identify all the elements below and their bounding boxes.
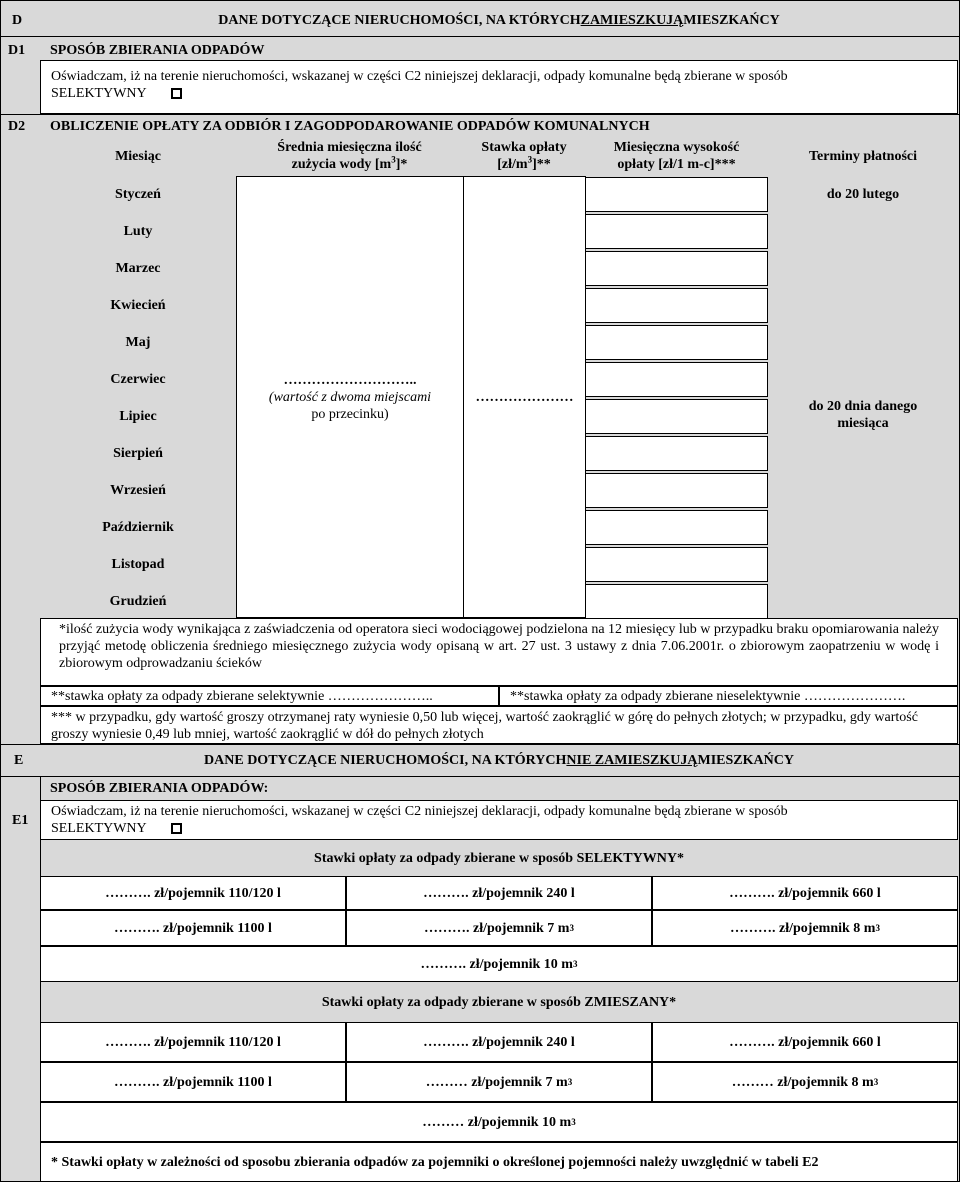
e1-statement: Oświadczam, iż na terenie nieruchomości, wskazanej w części C2 niniejszej deklaracji, odpady komunalne będą zbierane w sposób xyxy=(51,804,788,819)
sel-rate-7m3[interactable]: ………. zł/pojemnik 7 m 3 xyxy=(346,910,652,946)
fee-input[interactable] xyxy=(585,436,768,471)
month-label: Luty xyxy=(123,224,153,239)
month-label: Listopad xyxy=(111,557,165,572)
section-d2-code: D2 xyxy=(8,119,26,134)
sel-rate-660l[interactable]: ………. zł/pojemnik 660 l xyxy=(652,876,958,910)
section-d2-heading: OBLICZENIE OPŁATY ZA ODBIÓR I ZAGODPODAROWANIE ODPADÓW KOMUNALNYCH xyxy=(50,119,650,134)
section-e-code: E xyxy=(14,753,24,768)
fee-input[interactable] xyxy=(585,362,768,397)
col-terms-header: Terminy płatności xyxy=(809,148,917,164)
col-water-header: Średnia miesięczna ilość zużycia wody $[m^3]*$ xyxy=(277,140,422,172)
month-label: Kwiecień xyxy=(110,298,166,313)
col-rate-header: Stawka opłaty $[zł/m^3]**$ xyxy=(481,140,567,172)
divider xyxy=(0,744,960,745)
mix-rate-10m3[interactable]: ……… zł/pojemnik 10 m 3 xyxy=(40,1102,958,1142)
footnote-nonselective-rate: **stawka opłaty za odpady zbierane nieselektywnie …………………. xyxy=(499,686,958,706)
section-e1-heading: SPOSÓB ZBIERANIA ODPADÓW: xyxy=(50,781,269,796)
mix-rate-660l[interactable]: ………. zł/pojemnik 660 l xyxy=(652,1022,958,1062)
footnote-rounding: *** w przypadku, gdy wartość groszy otrzymanej raty wyniesie 0,50 lub więcej, wartość zaokrąglić w górę do pełnych złotych; w przypadku, gdy wartość groszy wyniesie 0,49 lub mniej, wartość zaokrąglić w dół do pełnych złotych xyxy=(40,706,958,744)
e1-selective-checkbox[interactable] xyxy=(171,823,182,834)
month-label: Maj xyxy=(125,335,151,350)
month-label: Sierpień xyxy=(113,446,163,461)
sel-rate-110-120l[interactable]: ………. zł/pojemnik 110/120 l xyxy=(40,876,346,910)
fee-input[interactable] xyxy=(585,399,768,434)
fee-input[interactable] xyxy=(585,251,768,286)
footnote-selective-rate: **stawka opłaty za odpady zbierane selektywnie ………………….. xyxy=(40,686,499,706)
month-label: Marzec xyxy=(115,261,161,276)
divider xyxy=(0,36,960,37)
fee-input[interactable] xyxy=(585,214,768,249)
sel-rate-8m3[interactable]: ………. zł/pojemnik 8 m 3 xyxy=(652,910,958,946)
section-d-title: DANE DOTYCZĄCE NIERUCHOMOŚCI, NA KTÓRYCH ZAMIESZKUJĄ MIESZKAŃCY xyxy=(218,13,780,28)
mixed-rates-title: Stawki opłaty za odpady zbierane w sposób ZMIESZANY* xyxy=(321,994,677,1010)
e1-statement-box xyxy=(40,800,958,840)
fee-input[interactable] xyxy=(585,584,768,619)
water-usage-input[interactable]: ……………………….. (wartość z dwoma miejscami po przecinku) xyxy=(236,176,464,618)
mix-rate-8m3[interactable]: ……… zł/pojemnik 8 m 3 xyxy=(652,1062,958,1102)
divider xyxy=(0,776,960,777)
fee-input[interactable] xyxy=(585,510,768,545)
footnote-water: *ilość zużycia wody wynikająca z zaświadczenia od operatora sieci wodociągowej podzielona na 12 miesięcy lub w przypadku braku opomiarowania należy przyjąć metodę obliczenia średniego miesięcznego zużycia wody opisaną w art. 27 ust. 3 ustawy z dnia 7.06.2001r. o zbiorowym zaopatrzeniu w wodę i zbiorowym odprowadzaniu ścieków xyxy=(40,618,958,686)
mix-rate-240l[interactable]: ………. zł/pojemnik 240 l xyxy=(346,1022,652,1062)
mix-rate-7m3[interactable]: ……… zł/pojemnik 7 m 3 xyxy=(346,1062,652,1102)
section-e-title: DANE DOTYCZĄCE NIERUCHOMOŚCI, NA KTÓRYCH NIE ZAMIESZKUJĄ MIESZKAŃCY xyxy=(204,753,794,768)
section-d1-code: D1 xyxy=(8,43,26,58)
month-label: Styczeń xyxy=(115,187,161,202)
selective-rates-title: Stawki opłaty za odpady zbierane w sposób SELEKTYWNY* xyxy=(314,850,684,866)
sel-rate-240l[interactable]: ………. zł/pojemnik 240 l xyxy=(346,876,652,910)
term-january: do 20 lutego xyxy=(826,186,900,202)
col-month-header: Miesiąc xyxy=(115,148,161,164)
d1-option-label: SELEKTYWNY xyxy=(51,86,147,101)
month-label: Wrzesień xyxy=(110,483,166,498)
month-label: Czerwiec xyxy=(110,372,166,387)
d1-statement-box xyxy=(40,60,958,114)
sel-rate-10m3[interactable]: ………. zł/pojemnik 10 m 3 xyxy=(40,946,958,982)
month-label: Grudzień xyxy=(109,594,167,609)
mix-rate-1100l[interactable]: ………. zł/pojemnik 1100 l xyxy=(40,1062,346,1102)
term-other-months: do 20 dnia danego miesiąca xyxy=(808,399,918,431)
month-label: Lipiec xyxy=(119,409,157,424)
fee-input[interactable] xyxy=(585,288,768,323)
col-fee-header: Miesięczna wysokość opłaty [zł/1 m-c]*** xyxy=(613,140,740,172)
section-d-code: D xyxy=(12,13,23,28)
e1-option-label: SELEKTYWNY xyxy=(51,821,147,836)
fee-input[interactable] xyxy=(585,473,768,508)
section-e1-code: E1 xyxy=(12,813,29,828)
mix-rate-110-120l[interactable]: ………. zł/pojemnik 110/120 l xyxy=(40,1022,346,1062)
d1-statement: Oświadczam, iż na terenie nieruchomości, wskazanej w części C2 niniejszej deklaracji, odpady komunalne będą zbierane w sposób xyxy=(51,69,788,84)
rate-input[interactable]: ………………… xyxy=(463,176,586,618)
fee-input[interactable] xyxy=(585,325,768,360)
month-label: Październik xyxy=(102,520,174,535)
sel-rate-1100l[interactable]: ………. zł/pojemnik 1100 l xyxy=(40,910,346,946)
fee-input[interactable] xyxy=(585,547,768,582)
final-note: * Stawki opłaty w zależności od sposobu zbierania odpadów za pojemniki o określonej pojemności należy uwzględnić w tabeli E2 xyxy=(40,1142,958,1182)
divider xyxy=(0,114,960,115)
fee-input[interactable] xyxy=(585,177,768,212)
d1-selective-checkbox[interactable] xyxy=(171,88,182,99)
section-d1-heading: SPOSÓB ZBIERANIA ODPADÓW xyxy=(50,43,265,58)
